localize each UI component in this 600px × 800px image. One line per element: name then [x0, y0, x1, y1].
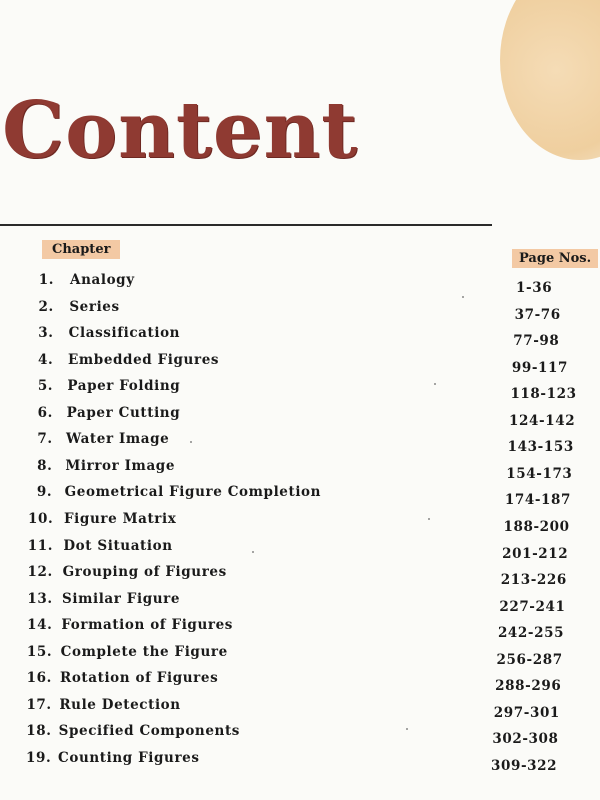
- toc-page-range: 174-187: [504, 492, 572, 509]
- toc-page-range: 309-322: [491, 757, 558, 774]
- toc-chapter-title: Figure Matrix: [64, 510, 177, 527]
- toc-row: [0, 298, 600, 323]
- toc-chapter-title: Grouping of Figures: [62, 564, 227, 581]
- toc-chapter-title: Rule Detection: [59, 696, 181, 713]
- toc-page-range: 77-98: [513, 333, 560, 350]
- page-title: Content: [2, 85, 359, 176]
- toc-page-range: 1-36: [516, 280, 553, 296]
- toc-chapter-title: Paper Folding: [67, 378, 181, 395]
- toc-row: [0, 590, 600, 615]
- toc-row: [0, 723, 600, 748]
- toc-chapter-number: 13.: [27, 590, 53, 607]
- scan-speck: [252, 551, 254, 553]
- toc-row: [0, 696, 600, 721]
- toc-page-range: 188-200: [503, 518, 570, 535]
- toc-row: [0, 670, 600, 695]
- toc-chapter-title: Paper Cutting: [66, 404, 181, 421]
- toc-chapter-number: 10.: [28, 510, 54, 527]
- toc-row: [0, 457, 600, 482]
- chapter-column-header: Chapter: [42, 240, 120, 259]
- toc-chapter-title: Embedded Figures: [68, 351, 220, 368]
- toc-row: [0, 643, 600, 668]
- toc-chapter-number: 11.: [27, 537, 54, 554]
- toc-chapter-title: Counting Figures: [58, 749, 200, 766]
- toc-chapter-number: 3.: [38, 325, 54, 342]
- toc-chapter-title: Formation of Figures: [61, 617, 233, 634]
- toc-row: [0, 564, 600, 589]
- toc-page-range: 288-296: [495, 678, 562, 695]
- toc-row: [0, 272, 600, 296]
- toc-page-range: 256-287: [496, 651, 563, 668]
- toc-chapter-number: 2.: [38, 298, 54, 315]
- toc-page-range: 154-173: [506, 465, 573, 482]
- scan-speck: [190, 441, 192, 443]
- toc-chapter-title: Complete the Figure: [60, 643, 228, 660]
- toc-chapter-number: 19.: [26, 749, 52, 766]
- toc-chapter-title: Similar Figure: [62, 590, 181, 607]
- toc-chapter-title: Mirror Image: [65, 457, 176, 474]
- scan-speck: [434, 383, 436, 385]
- toc-chapter-number: 14.: [27, 617, 53, 634]
- toc-chapter-number: 5.: [37, 378, 54, 395]
- toc-page-range: 99-117: [511, 359, 568, 376]
- toc-chapter-number: 7.: [37, 431, 53, 448]
- toc-chapter-number: 1.: [38, 272, 54, 288]
- toc-row: [0, 404, 600, 429]
- scan-speck: [428, 518, 430, 520]
- toc-chapter-number: 4.: [38, 351, 54, 368]
- toc-row: [0, 510, 600, 535]
- toc-row: [0, 325, 600, 350]
- scan-speck: [462, 296, 464, 298]
- toc-page-range: 37-76: [514, 306, 561, 323]
- toc-row: [0, 351, 600, 376]
- toc-chapter-number: 16.: [26, 670, 52, 687]
- toc-page-range: 227-241: [499, 598, 566, 615]
- toc-page-range: 118-123: [510, 386, 577, 403]
- toc-row: [0, 431, 600, 456]
- toc-chapter-title: Classification: [68, 325, 181, 342]
- toc-page-range: 302-308: [492, 731, 559, 748]
- toc-chapter-title: Dot Situation: [63, 537, 173, 554]
- toc-page-range: 143-153: [507, 439, 574, 456]
- toc-row: [0, 749, 600, 774]
- toc-row: [0, 484, 600, 509]
- toc-page-range: 124-142: [509, 412, 576, 429]
- toc-chapter-number: 12.: [27, 564, 53, 581]
- toc-chapter-title: Rotation of Figures: [60, 670, 219, 687]
- toc-chapter-number: 17.: [26, 696, 52, 713]
- toc-page-range: 201-212: [502, 545, 569, 562]
- page-numbers-column-header: Page Nos.: [512, 249, 598, 268]
- toc-chapter-title: Specified Components: [58, 723, 240, 740]
- toc-row: [0, 617, 600, 642]
- scan-speck: [406, 728, 408, 730]
- toc-chapter-number: 9.: [36, 484, 53, 501]
- toc-chapter-number: 15.: [26, 643, 53, 660]
- toc-chapter-title: Series: [69, 298, 120, 315]
- toc-chapter-title: Geometrical Figure Completion: [64, 484, 322, 501]
- toc-chapter-number: 6.: [37, 404, 53, 421]
- toc-chapter-title: Water Image: [66, 431, 170, 448]
- toc-row: [0, 537, 600, 562]
- toc-page-range: 242-255: [497, 625, 565, 642]
- toc-chapter-title: Analogy: [70, 272, 135, 288]
- toc-page-range: 213-226: [500, 572, 567, 589]
- toc-row: [0, 378, 600, 403]
- toc-page-range: 297-301: [493, 704, 560, 721]
- toc-chapter-number: 8.: [37, 457, 53, 474]
- toc-chapter-number: 18.: [26, 723, 52, 740]
